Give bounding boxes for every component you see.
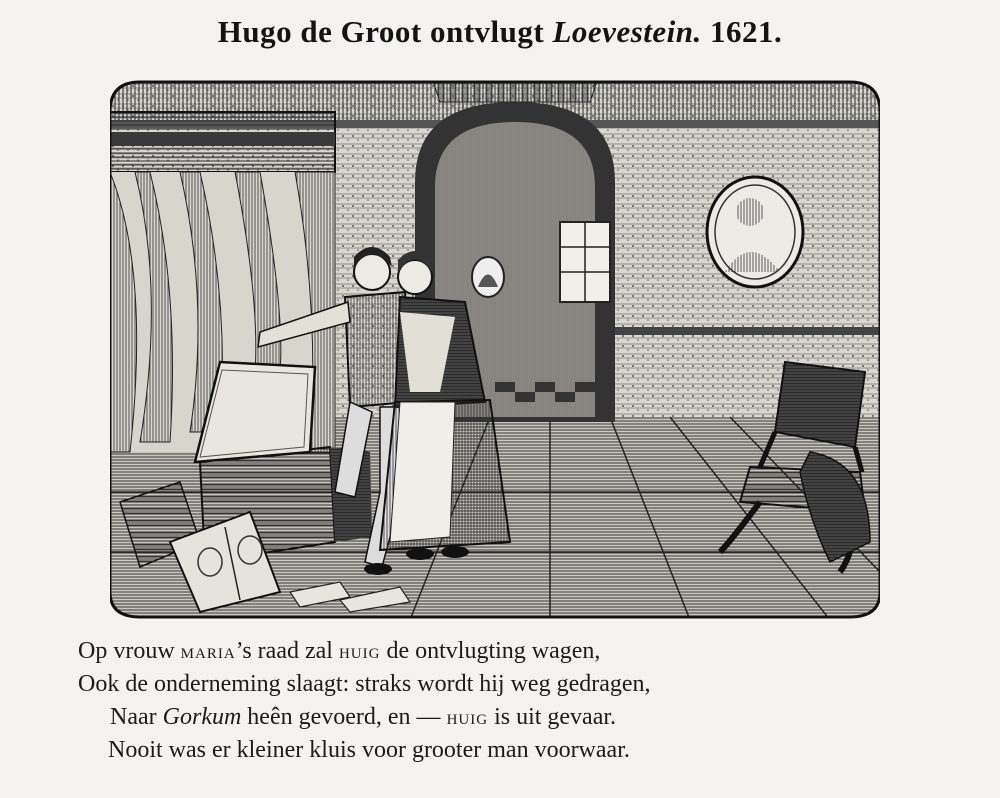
title-text: Hugo de Groot ontvlugt	[217, 14, 545, 49]
page-title	[0, 14, 1000, 50]
verse-line-2: Ook de onderneming slaagt: straks wordt hij weg gedragen,	[78, 671, 651, 697]
verse-line-3: Naar Gorkum heên gevoerd, en — huig is uit gevaar.	[110, 704, 617, 730]
title-year: 1621.	[710, 14, 783, 49]
title-place: Loevestein.	[552, 14, 702, 49]
verse-line-4: Nooit was er kleiner kluis voor grooter man voorwaar.	[108, 737, 630, 763]
engraving-illustration	[110, 72, 880, 620]
verse-line-1: Op vrouw maria’s raad zal huig de ontvlugting wagen,	[78, 638, 601, 664]
